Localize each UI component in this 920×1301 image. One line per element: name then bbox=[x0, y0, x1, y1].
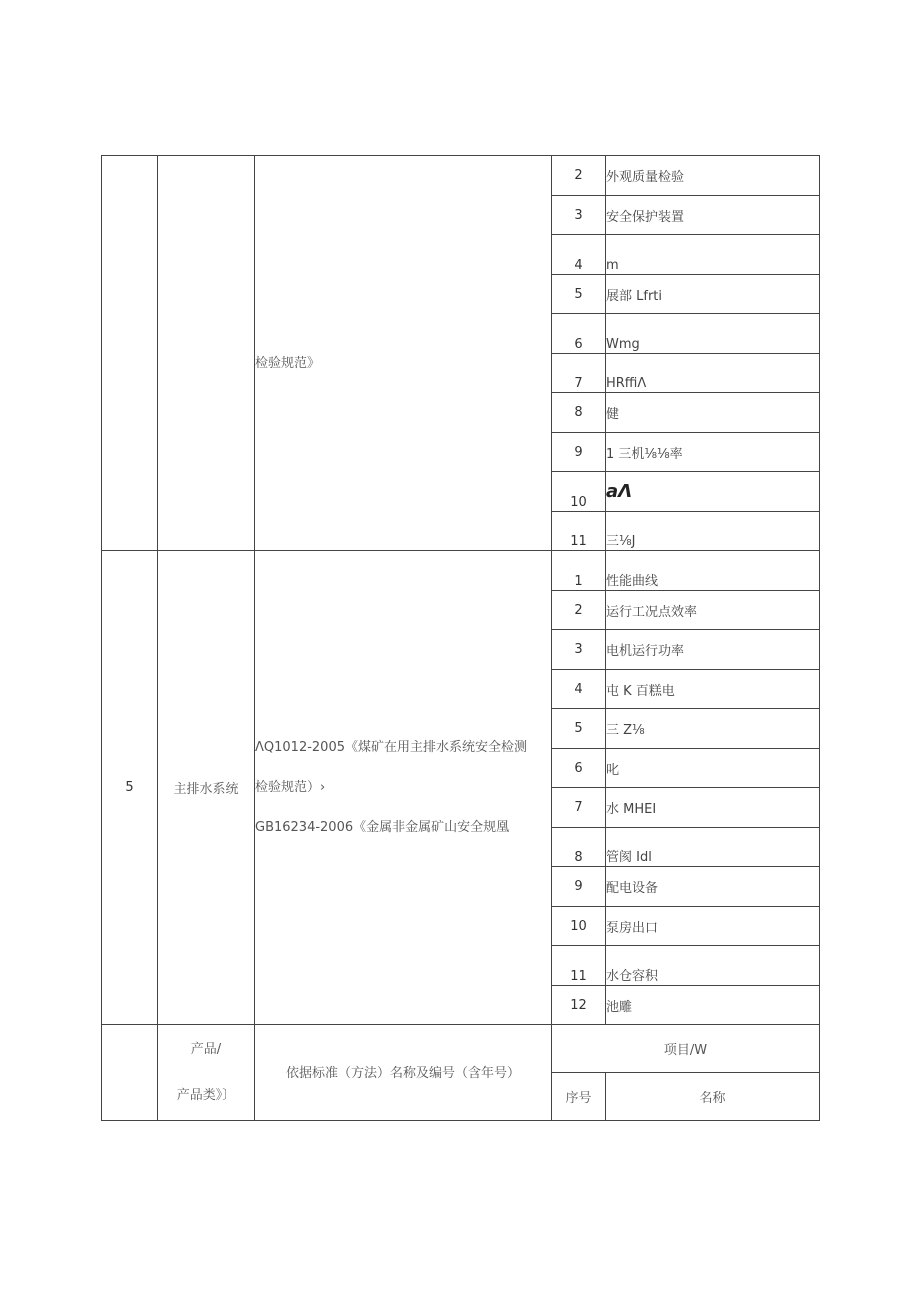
item-number: 9 bbox=[552, 433, 606, 472]
header-product-line2: 产品类》〕 bbox=[176, 1087, 236, 1103]
standard-line: GB16234-2006《金属非金属矿山安全规凰 bbox=[255, 819, 510, 835]
item-name: 配电设备 bbox=[606, 867, 820, 907]
header-items: 项目/W bbox=[552, 1025, 820, 1073]
item-number: 9 bbox=[552, 867, 606, 907]
header-index-cell bbox=[102, 1025, 158, 1121]
standard-line: 检验规范）› bbox=[255, 779, 326, 795]
item-number: 1 bbox=[552, 551, 606, 591]
item-number: 11 bbox=[552, 946, 606, 986]
top-standard-text: 检验规范》 bbox=[255, 356, 321, 371]
item-name: 电机运行功率 bbox=[606, 630, 820, 670]
item-name: 叱 bbox=[606, 749, 820, 788]
item-name: 健 bbox=[606, 393, 820, 433]
item-name: 1 三机⅛⅛率 bbox=[606, 433, 820, 472]
item-name: 安全保护装置 bbox=[606, 196, 820, 235]
item-number: 2 bbox=[552, 591, 606, 630]
item-name: 水仓容积 bbox=[606, 946, 820, 986]
top-index-cell bbox=[102, 156, 158, 551]
item-name: 管阂 Idl bbox=[606, 828, 820, 867]
item-number: 8 bbox=[552, 828, 606, 867]
item-number: 3 bbox=[552, 630, 606, 670]
inspection-table bbox=[101, 155, 820, 1121]
item-name: 三 Z⅛ bbox=[606, 709, 820, 749]
item-name: 三⅛J bbox=[606, 512, 820, 551]
item-name: 泵房出口 bbox=[606, 907, 820, 946]
item-name: 运行工况点效率 bbox=[606, 591, 820, 630]
item-name bbox=[606, 472, 820, 512]
item-number: 10 bbox=[552, 472, 606, 512]
top-standard-cell bbox=[255, 156, 552, 551]
item-number: 10 bbox=[552, 907, 606, 946]
item-number: 8 bbox=[552, 393, 606, 433]
header-product-cell bbox=[158, 1025, 255, 1121]
item-name-text: aΛ bbox=[606, 481, 633, 502]
header-seq: 序号 bbox=[552, 1073, 606, 1121]
product-name: 主排水系统 bbox=[158, 551, 255, 1025]
item-number: 7 bbox=[552, 354, 606, 393]
item-name: 性能曲线 bbox=[606, 551, 820, 591]
header-name: 名称 bbox=[606, 1073, 820, 1121]
item-number: 12 bbox=[552, 986, 606, 1025]
item-number: 6 bbox=[552, 749, 606, 788]
standard-cell bbox=[255, 551, 552, 1025]
item-number: 7 bbox=[552, 788, 606, 828]
section-index: 5 bbox=[102, 551, 158, 1025]
header-standard: 依据标准（方法）名称及编号（含年号） bbox=[255, 1025, 552, 1121]
header-product-line1: 产品/ bbox=[190, 1041, 222, 1057]
item-name: m bbox=[606, 235, 820, 275]
item-number: 4 bbox=[552, 670, 606, 709]
item-number: 6 bbox=[552, 314, 606, 354]
item-name: 水 MHEI bbox=[606, 788, 820, 828]
item-number: 2 bbox=[552, 156, 606, 196]
item-name: 池雕 bbox=[606, 986, 820, 1025]
item-name: Wmg bbox=[606, 314, 820, 354]
item-name: 外观质量检验 bbox=[606, 156, 820, 196]
item-number: 11 bbox=[552, 512, 606, 551]
item-number: 3 bbox=[552, 196, 606, 235]
item-number: 5 bbox=[552, 275, 606, 314]
standard-line: ΛQ1012-2005《煤矿在用主排水系统安全检测 bbox=[255, 739, 527, 755]
item-name: HRffiΛ bbox=[606, 354, 820, 393]
item-number: 4 bbox=[552, 235, 606, 275]
item-name: 展部 Lfrti bbox=[606, 275, 820, 314]
item-name: 屯 K 百糕电 bbox=[606, 670, 820, 709]
top-product-cell bbox=[158, 156, 255, 551]
item-number: 5 bbox=[552, 709, 606, 749]
